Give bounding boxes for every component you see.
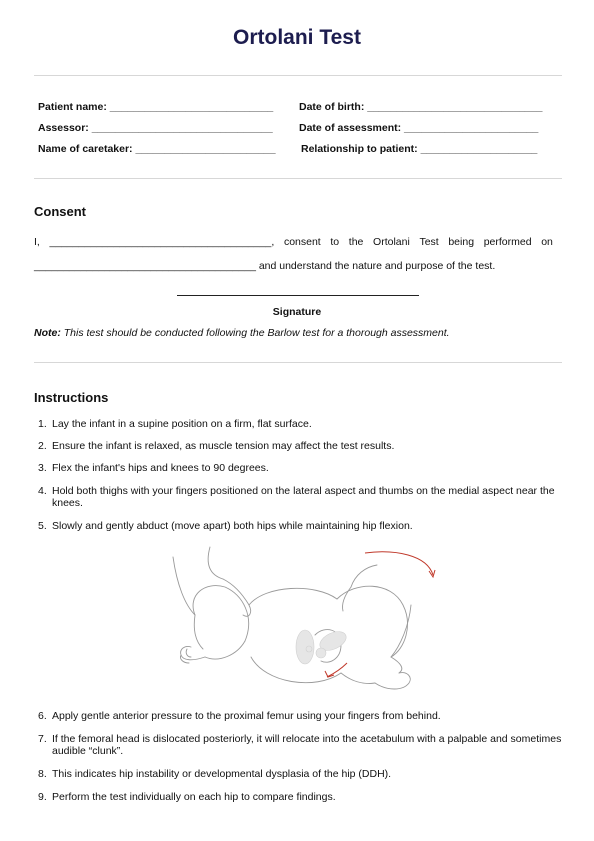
list-item: 2. Ensure the infant is relaxed, as muscle tension may affect the test results. [38, 440, 395, 452]
list-item: 4. Hold both thighs with your fingers positioned on the lateral aspect and thumbs on the medial aspect near the knees. [38, 485, 555, 509]
divider [34, 178, 562, 179]
divider [34, 362, 562, 363]
consent-word: consent [283, 236, 321, 248]
patient-name-field[interactable]: Patient name: ____________________________ [38, 101, 274, 113]
note-label: Note: [34, 327, 61, 339]
list-item: 5. Slowly and gently abduct (move apart) both hips while maintaining hip flexion. [38, 520, 413, 532]
list-item: 3. Flex the infant's hips and knees to 90 degrees. [38, 462, 269, 474]
relationship-field[interactable]: Relationship to patient: ____________________ [301, 143, 538, 155]
consent-line-1 [34, 236, 554, 248]
signature-line[interactable] [177, 295, 419, 296]
consent-heading: Consent [34, 204, 86, 219]
list-item: 1. Lay the infant in a supine position on a firm, flat surface. [38, 418, 312, 430]
instructions-heading: Instructions [34, 390, 109, 405]
consent-word: Test [419, 236, 439, 248]
consent-line-2: ______________________________________ and understand the nature and purpose of the test. [34, 260, 496, 272]
page-title: Ortolani Test [233, 26, 361, 49]
list-item: 8. This indicates hip instability or developmental dysplasia of the hip (DDH). [38, 768, 392, 780]
infant-hip-illustration [165, 545, 437, 693]
consent-word: ______________________________________, [49, 236, 275, 248]
consent-word: on [541, 236, 553, 248]
list-item: 6. Apply gentle anterior pressure to the proximal femur using your fingers from behind. [38, 710, 441, 722]
note-text: This test should be conducted following the Barlow test for a thorough assessment. [63, 327, 450, 339]
consent-word: to [330, 236, 340, 248]
assessor-field[interactable]: Assessor: _______________________________ [38, 122, 273, 134]
caretaker-field[interactable]: Name of caretaker: ________________________ [38, 143, 276, 155]
signature-label: Signature [272, 306, 322, 318]
note [34, 327, 450, 339]
list-item: 7. If the femoral head is dislocated posteriorly, it will relocate into the acetabulum with a palpable and sometimes audible “clunk”. [38, 733, 562, 757]
date-of-birth-field[interactable]: Date of birth: ______________________________ [299, 101, 543, 113]
consent-word: being [448, 236, 475, 248]
consent-word: performed [483, 236, 532, 248]
date-of-assessment-field[interactable]: Date of assessment: _______________________ [299, 122, 539, 134]
consent-word: Ortolani [373, 236, 410, 248]
consent-word: the [348, 236, 364, 248]
divider [34, 75, 562, 76]
consent-word: I, [34, 236, 40, 248]
list-item: 9. Perform the test individually on each hip to compare findings. [38, 791, 336, 803]
